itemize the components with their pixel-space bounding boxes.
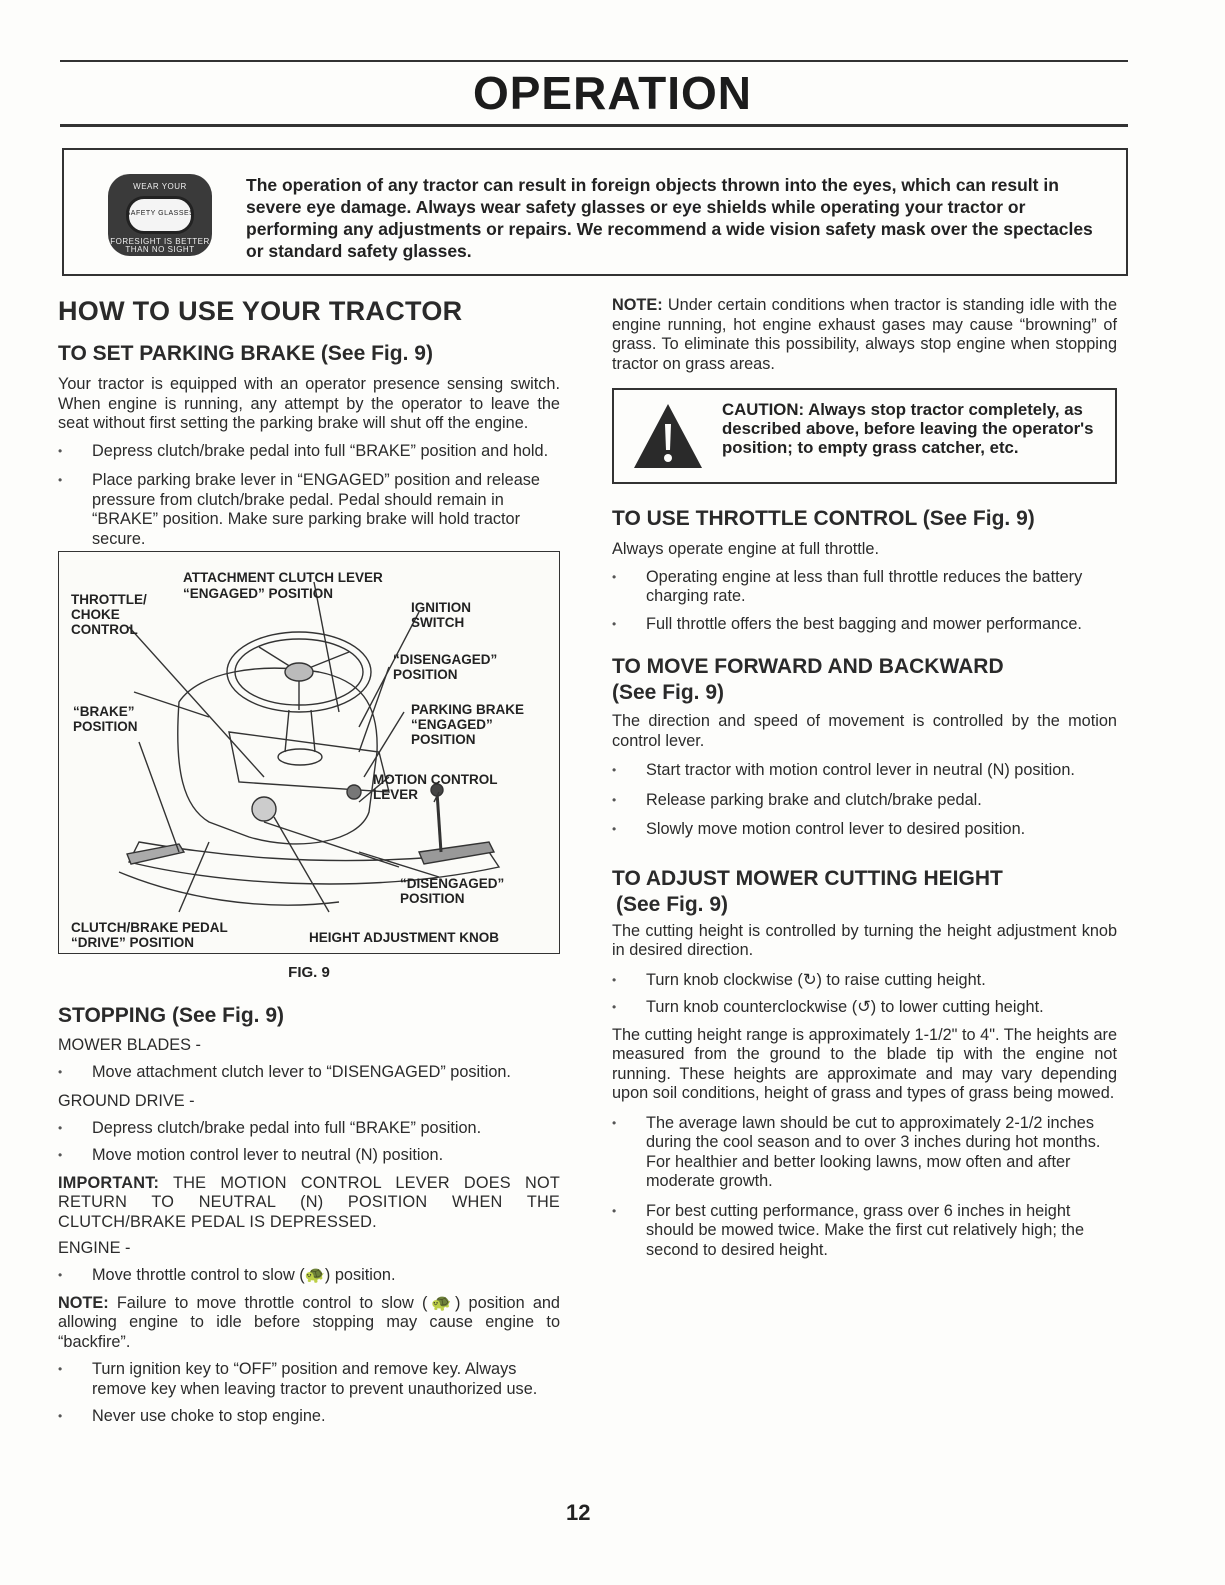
list-item: • Release parking brake and clutch/brake pedal.	[612, 791, 1117, 811]
figure-9	[58, 551, 560, 954]
label-motion-control: MOTION CONTROL LEVER	[373, 772, 498, 802]
caution-text: CAUTION: Always stop tractor completely, as described above, before leaving the operator's position; to empty grass catcher, etc.	[722, 400, 1094, 457]
list-item: • Depress clutch/brake pedal into full “BRAKE” position.	[58, 1119, 560, 1139]
warning-triangle-icon	[632, 400, 704, 472]
list-item: • Operating engine at less than full throttle reduces the battery charging rate.	[612, 568, 1117, 607]
safety-glasses-icon: WEAR YOUR SAFETY GLASSES FORESIGHT IS BETTER THAN NO SIGHT	[108, 174, 212, 256]
safety-warning-box	[62, 148, 1128, 276]
list-item: • Start tractor with motion control lever in neutral (N) position.	[612, 761, 1117, 781]
throttle-intro: Always operate engine at full throttle.	[612, 540, 879, 558]
label-disengaged-bottom: “DISENGAGED” POSITION	[400, 876, 505, 906]
label-parking-brake: PARKING BRAKE “ENGAGED” POSITION	[411, 702, 525, 747]
label-brake-position: “BRAKE” POSITION	[73, 704, 138, 734]
move-heading-ref: (See Fig. 9)	[612, 681, 725, 704]
important-note: IMPORTANT: THE MOTION CONTROL LEVER DOES NOT RETURN TO NEUTRAL (N) POSITION WHEN THE CLUTCH/BRAKE PEDAL IS DEPRESSED.	[58, 1173, 560, 1231]
figure-caption: FIG. 9	[288, 964, 330, 981]
list-item: • Never use choke to stop engine.	[58, 1407, 560, 1427]
label-disengaged-top: “DISENGAGED” POSITION	[393, 652, 498, 682]
height-range: The cutting height range is approximately 1-1/2" to 4". The heights are measured from the ground to the blade tip with the engine not running. These heights are approximate and may vary depending upon soil conditions, height of grass and types of grass being mowed.	[612, 1025, 1117, 1102]
height-heading: TO ADJUST MOWER CUTTING HEIGHT	[612, 866, 1003, 890]
move-intro: The direction and speed of movement is controlled by the motion control lever.	[612, 712, 1117, 750]
list-item: • For best cutting performance, grass over 6 inches in height should be mowed twice. Make the first cut relatively high; the second to desired height.	[612, 1202, 1117, 1261]
backfire-note: NOTE: Failure to move throttle control to slow (🐢) position and allowing engine to idle before stopping may cause engine to “backfire”.	[58, 1293, 560, 1351]
engine-label: ENGINE -	[58, 1239, 131, 1257]
mower-blades-label: MOWER BLADES -	[58, 1036, 201, 1054]
height-heading-ref: (See Fig. 9)	[616, 892, 729, 916]
list-item: • Full throttle offers the best bagging and mower performance.	[612, 615, 1117, 635]
label-clutch-pedal: CLUTCH/BRAKE PEDAL “DRIVE” POSITION	[71, 920, 228, 950]
ground-drive-label: GROUND DRIVE -	[58, 1091, 195, 1110]
list-item: • The average lawn should be cut to approximately 2-1/2 inches during the cool season and to over 3 inches during hot months. For healthier and better looking lawns, mow often and after moderate growth.	[612, 1114, 1117, 1192]
list-item: • Turn ignition key to “OFF” position and remove key. Always remove key when leaving tractor to prevent unauthorized use.	[58, 1360, 560, 1399]
list-item: • Turn knob clockwise (↻) to raise cutting height.	[612, 971, 1117, 991]
section-heading: HOW TO USE YOUR TRACTOR	[58, 296, 463, 326]
move-heading: TO MOVE FORWARD AND BACKWARD	[612, 655, 1004, 678]
throttle-heading: TO USE THROTTLE CONTROL (See Fig. 9)	[612, 507, 1035, 530]
list-item: • Move attachment clutch lever to “DISENGAGED” position.	[58, 1063, 560, 1083]
label-ignition-switch: IGNITION SWITCH	[411, 600, 471, 630]
page-title: OPERATION	[472, 67, 753, 119]
right-column	[612, 296, 1117, 1260]
list-item: • Move motion control lever to neutral (N) position.	[58, 1146, 560, 1166]
parking-brake-heading: TO SET PARKING BRAKE (See Fig. 9)	[58, 342, 433, 365]
title-rule	[60, 124, 1128, 127]
page-number: 12	[566, 1500, 591, 1525]
top-rule	[60, 60, 1128, 62]
height-intro: The cutting height is controlled by turning the height adjustment knob in desired direction.	[612, 921, 1117, 959]
stopping-heading: STOPPING (See Fig. 9)	[58, 1004, 284, 1027]
label-engaged: “ENGAGED” POSITION	[183, 586, 334, 601]
exhaust-note: NOTE: Under certain conditions when tractor is standing idle with the engine running, hot engine exhaust gases may cause “browning” of grass. To eliminate this possibility, always stop engine when stopping tractor on grass areas.	[612, 296, 1118, 373]
label-throttle-choke: THROTTLE/ CHOKE CONTROL	[71, 592, 147, 637]
left-column	[58, 296, 560, 1427]
list-item: • Turn knob counterclockwise (↺) to lower cutting height.	[612, 998, 1117, 1018]
label-height-knob: HEIGHT ADJUSTMENT KNOB	[309, 930, 500, 945]
parking-intro: Your tractor is equipped with an operator presence sensing switch. When engine is running, any attempt by the operator to leave the seat without first setting the parking brake will shut off the engine.	[58, 375, 560, 432]
label-attachment-clutch: ATTACHMENT CLUTCH LEVER	[183, 570, 383, 585]
caution-box	[612, 388, 1117, 484]
list-item: • Move throttle control to slow (🐢) position.	[58, 1266, 560, 1286]
list-item: • Depress clutch/brake pedal into full “BRAKE” position and hold.	[58, 442, 560, 462]
warning-text: The operation of any tractor can result in foreign objects thrown into the eyes, which can result in severe eye damage. Always wear safety glasses or eye shields while operating your tractor or performing any adjustments or repairs. We recommend a wide vision safety mask over the spectacles or standard safety glasses.	[246, 175, 1093, 261]
list-item: • Slowly move motion control lever to desired position.	[612, 820, 1117, 840]
list-item: • Place parking brake lever in “ENGAGED” position and release pressure from clutch/brake pedal. Pedal should remain in “BRAKE” position. Make sure parking brake will hold tractor secure.	[58, 471, 560, 549]
